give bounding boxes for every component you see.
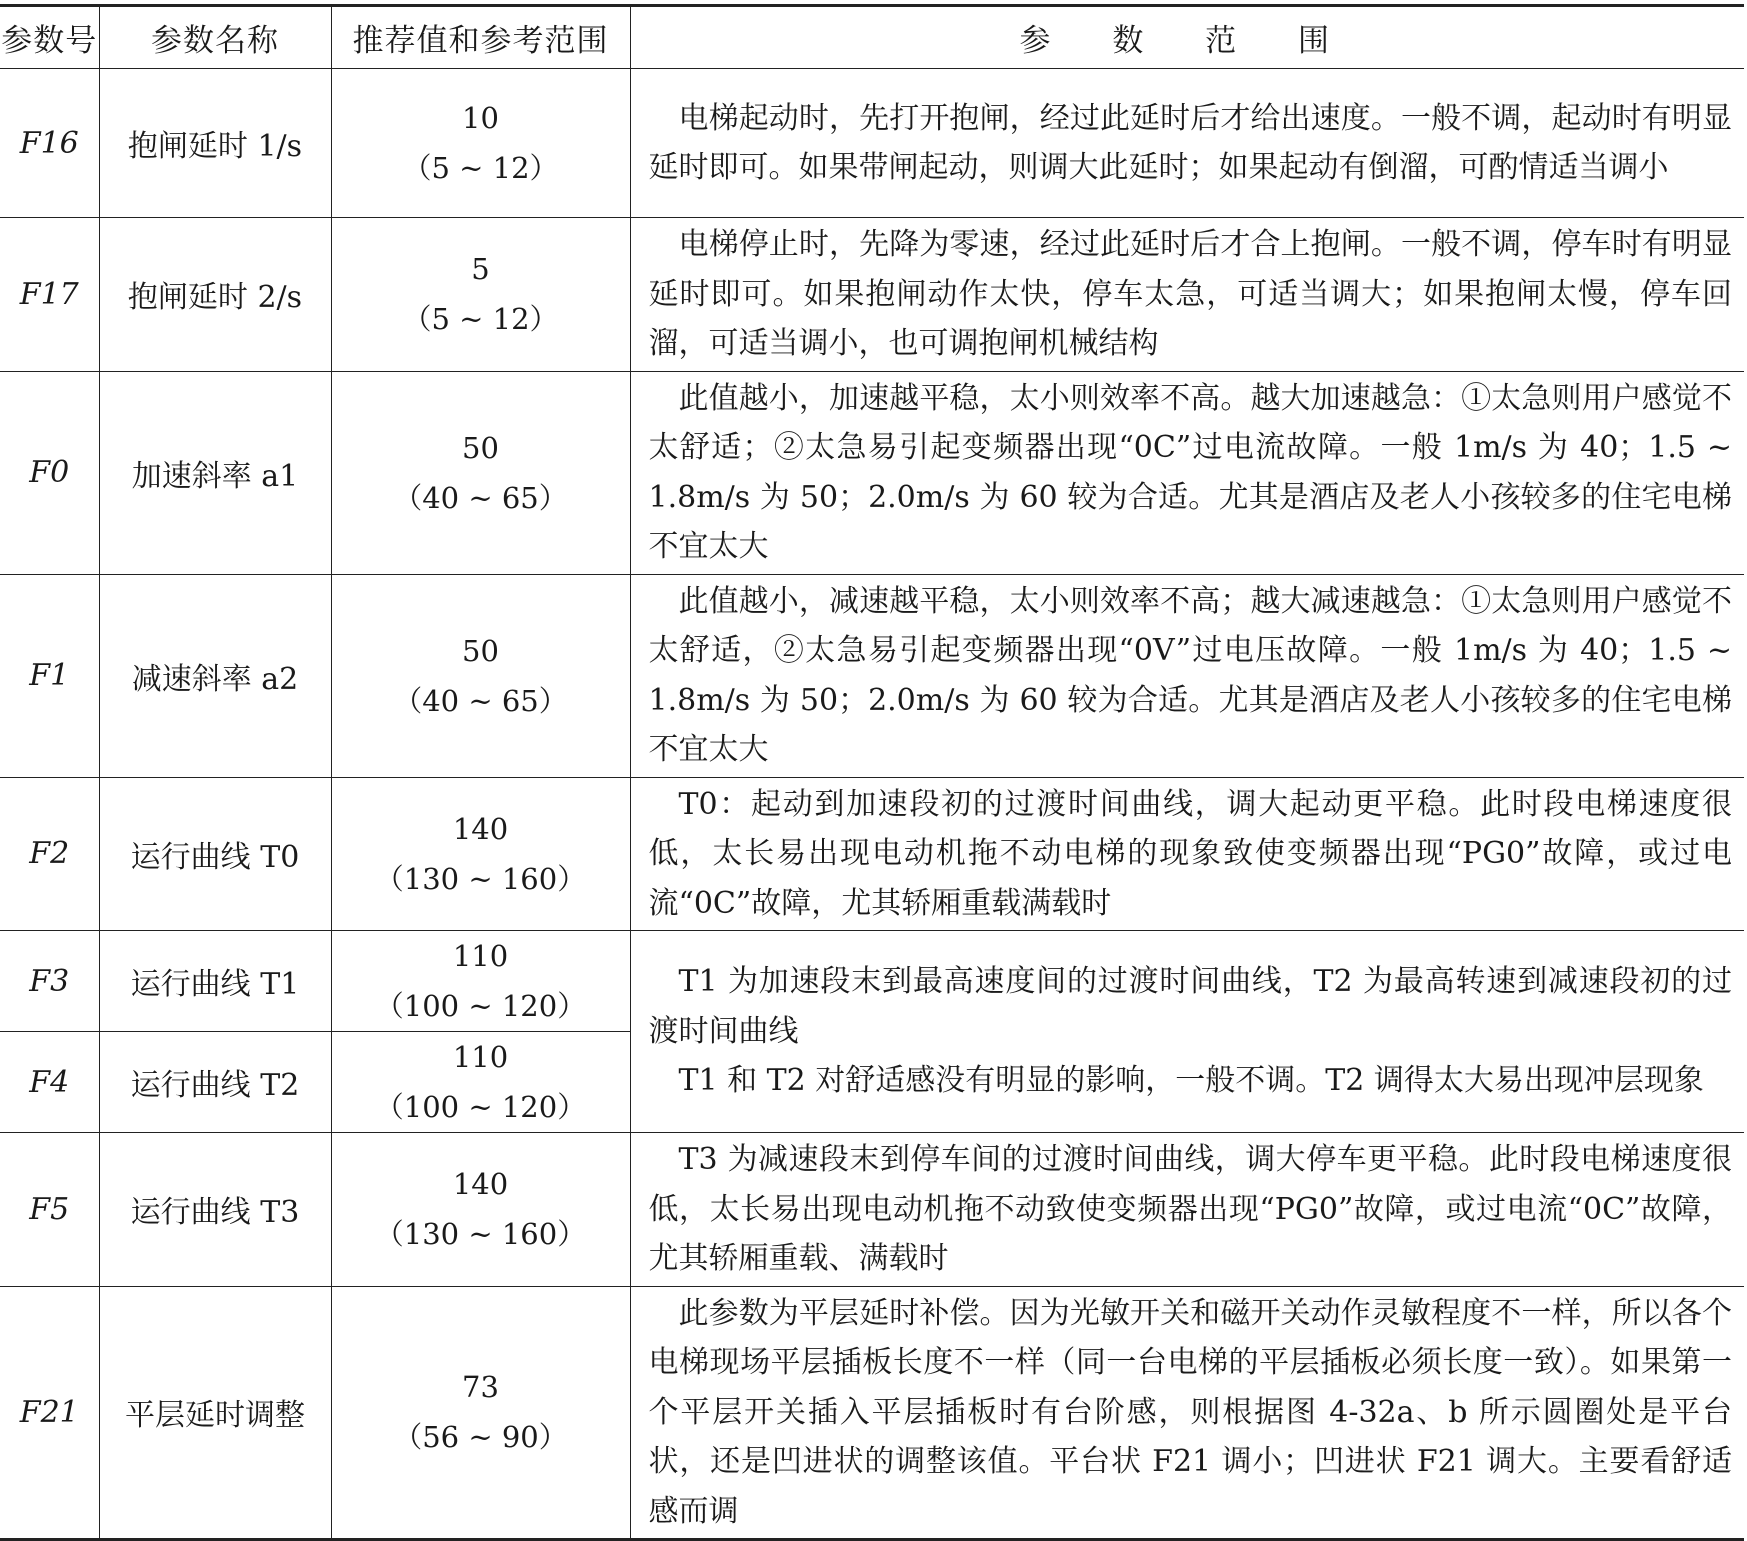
- param-description: 电梯停止时，先降为零速，经过此延时后才合上抱闸。一般不调，停车时有明显延时即可。如果抱闸动作太快，停车太急，可适当调大；如果抱闸太慢，停车回溜，可适当调小，也可调抱闸机械结构: [648, 227, 1732, 361]
- param-id: F17: [0, 218, 99, 372]
- param-description-cell: [630, 371, 1744, 574]
- param-id: F3: [0, 931, 99, 1032]
- table-row: [0, 1286, 1744, 1540]
- reference-range: （130 ~ 160）: [374, 1217, 587, 1252]
- header-param-name: 参数名称: [99, 6, 331, 69]
- param-description-cell: [630, 218, 1744, 372]
- param-description: 此值越小，减速越平稳，太小则效率不高；越大减速越急：①太急则用户感觉不太舒适，②太急易引起变频器出现“0V”过电压故障。一般 1m/s 为 40；1.5 ~ 1.8m/s 为 50；2.0m/s 为 60 较为合适。尤其是酒店及老人小孩较多的住宅电梯不宜太大: [648, 583, 1732, 767]
- param-id: F0: [0, 371, 99, 574]
- reference-range: （100 ~ 120）: [374, 1090, 587, 1124]
- recommended-value: 50: [462, 430, 499, 465]
- table-row: [0, 574, 1744, 777]
- param-name: 运行曲线 T2: [99, 1032, 331, 1133]
- reference-range: （5 ~ 12）: [402, 302, 559, 337]
- param-name: 运行曲线 T0: [99, 777, 331, 931]
- table-row: [0, 371, 1744, 574]
- reference-range: （40 ~ 65）: [393, 480, 568, 515]
- param-name: 运行曲线 T1: [99, 931, 331, 1032]
- recommended-value: 73: [462, 1370, 499, 1405]
- recommended-value: 50: [462, 633, 499, 668]
- param-name: 减速斜率 a2: [99, 574, 331, 777]
- param-description: 电梯起动时，先打开抱闸，经过此延时后才给出速度。一般不调，起动时有明显延时即可。如果带闸起动，则调大此延时；如果起动有倒溜，可酌情适当调小: [648, 100, 1732, 185]
- param-id: F2: [0, 777, 99, 931]
- header-row: [0, 6, 1744, 69]
- param-value-cell: [331, 1133, 630, 1287]
- reference-range: （100 ~ 120）: [374, 989, 587, 1023]
- recommended-value: 110: [452, 1040, 509, 1074]
- param-description: 此参数为平层延时补偿。因为光敏开关和磁开关动作灵敏程度不一样，所以各个电梯现场平层插板长度不一样（同一台电梯的平层插板必须长度一致）。如果第一个平层开关插入平层插板时有台阶感，则根据图 4-32a、b 所示圆圈处是平台状，还是凹进状的调整该值。平台状 F21 调小；凹进状 F21 调大。主要看舒适感而调: [648, 1295, 1732, 1529]
- recommended-value: 10: [462, 101, 499, 135]
- table-row: [0, 218, 1744, 372]
- param-description-cell: [630, 69, 1744, 218]
- param-description-cell: [630, 777, 1744, 931]
- param-name: 加速斜率 a1: [99, 371, 331, 574]
- table-row: [0, 1133, 1744, 1287]
- param-value-cell: [331, 574, 630, 777]
- header-param-range: 参 数 范 围: [630, 6, 1744, 69]
- param-id: F4: [0, 1032, 99, 1133]
- param-description-cell: [630, 574, 1744, 777]
- param-name: 运行曲线 T3: [99, 1133, 331, 1287]
- param-value-cell: [331, 1286, 630, 1540]
- param-description: T0：起动到加速段初的过渡时间曲线，调大起动更平稳。此时段电梯速度很低，太长易出现电动机拖不动电梯的现象致使变频器出现“PG0”故障，或过电流“0C”故障，尤其轿厢重载满载时: [648, 786, 1732, 921]
- reference-range: （56 ~ 90）: [393, 1420, 568, 1455]
- param-value-cell: [331, 218, 630, 372]
- param-name: 抱闸延时 2/s: [99, 218, 331, 372]
- header-param-no: 参数号: [0, 6, 99, 69]
- param-value-cell: [331, 69, 630, 218]
- table-row: [0, 69, 1744, 218]
- table-row: [0, 931, 1744, 1032]
- param-description-cell: [630, 1286, 1744, 1540]
- reference-range: （40 ~ 65）: [393, 683, 568, 718]
- reference-range: （5 ~ 12）: [402, 151, 559, 185]
- recommended-value: 140: [452, 1167, 509, 1202]
- recommended-value: 110: [452, 939, 509, 973]
- param-description-cell: [630, 931, 1744, 1133]
- parameter-table: [0, 4, 1744, 1541]
- recommended-value: 140: [452, 811, 509, 846]
- param-value-cell: [331, 777, 630, 931]
- param-name: 抱闸延时 1/s: [99, 69, 331, 218]
- param-id: F21: [0, 1286, 99, 1540]
- param-id: F16: [0, 69, 99, 218]
- param-value-cell: [331, 1032, 630, 1133]
- param-description: 此值越小，加速越平稳，太小则效率不高。越大加速越急：①太急则用户感觉不太舒适；②太急易引起变频器出现“0C”过电流故障。一般 1m/s 为 40；1.5 ~ 1.8m/s 为 50；2.0m/s 为 60 较为合适。尤其是酒店及老人小孩较多的住宅电梯不宜太大: [648, 380, 1732, 564]
- param-value-cell: [331, 931, 630, 1032]
- param-value-cell: [331, 371, 630, 574]
- param-description: T1 和 T2 对舒适感没有明显的影响，一般不调。T2 调得太大易出现冲层现象: [678, 1063, 1704, 1099]
- param-id: F1: [0, 574, 99, 777]
- table-row: [0, 777, 1744, 931]
- reference-range: （130 ~ 160）: [374, 861, 587, 896]
- param-description: T1 为加速段末到最高速度间的过渡时间曲线，T2 为最高转速到减速段初的过渡时间曲线: [648, 964, 1732, 1049]
- header-recommended: 推荐值和参考范围: [331, 6, 630, 69]
- param-name: 平层延时调整: [99, 1286, 331, 1540]
- param-description: T3 为减速段末到停车间的过渡时间曲线，调大停车更平稳。此时段电梯速度很低，太长易出现电动机拖不动致使变频器出现“PG0”故障，或过电流“0C”故障，尤其轿厢重载、满载时: [648, 1142, 1732, 1276]
- param-description-cell: [630, 1133, 1744, 1287]
- recommended-value: 5: [471, 252, 490, 287]
- param-id: F5: [0, 1133, 99, 1287]
